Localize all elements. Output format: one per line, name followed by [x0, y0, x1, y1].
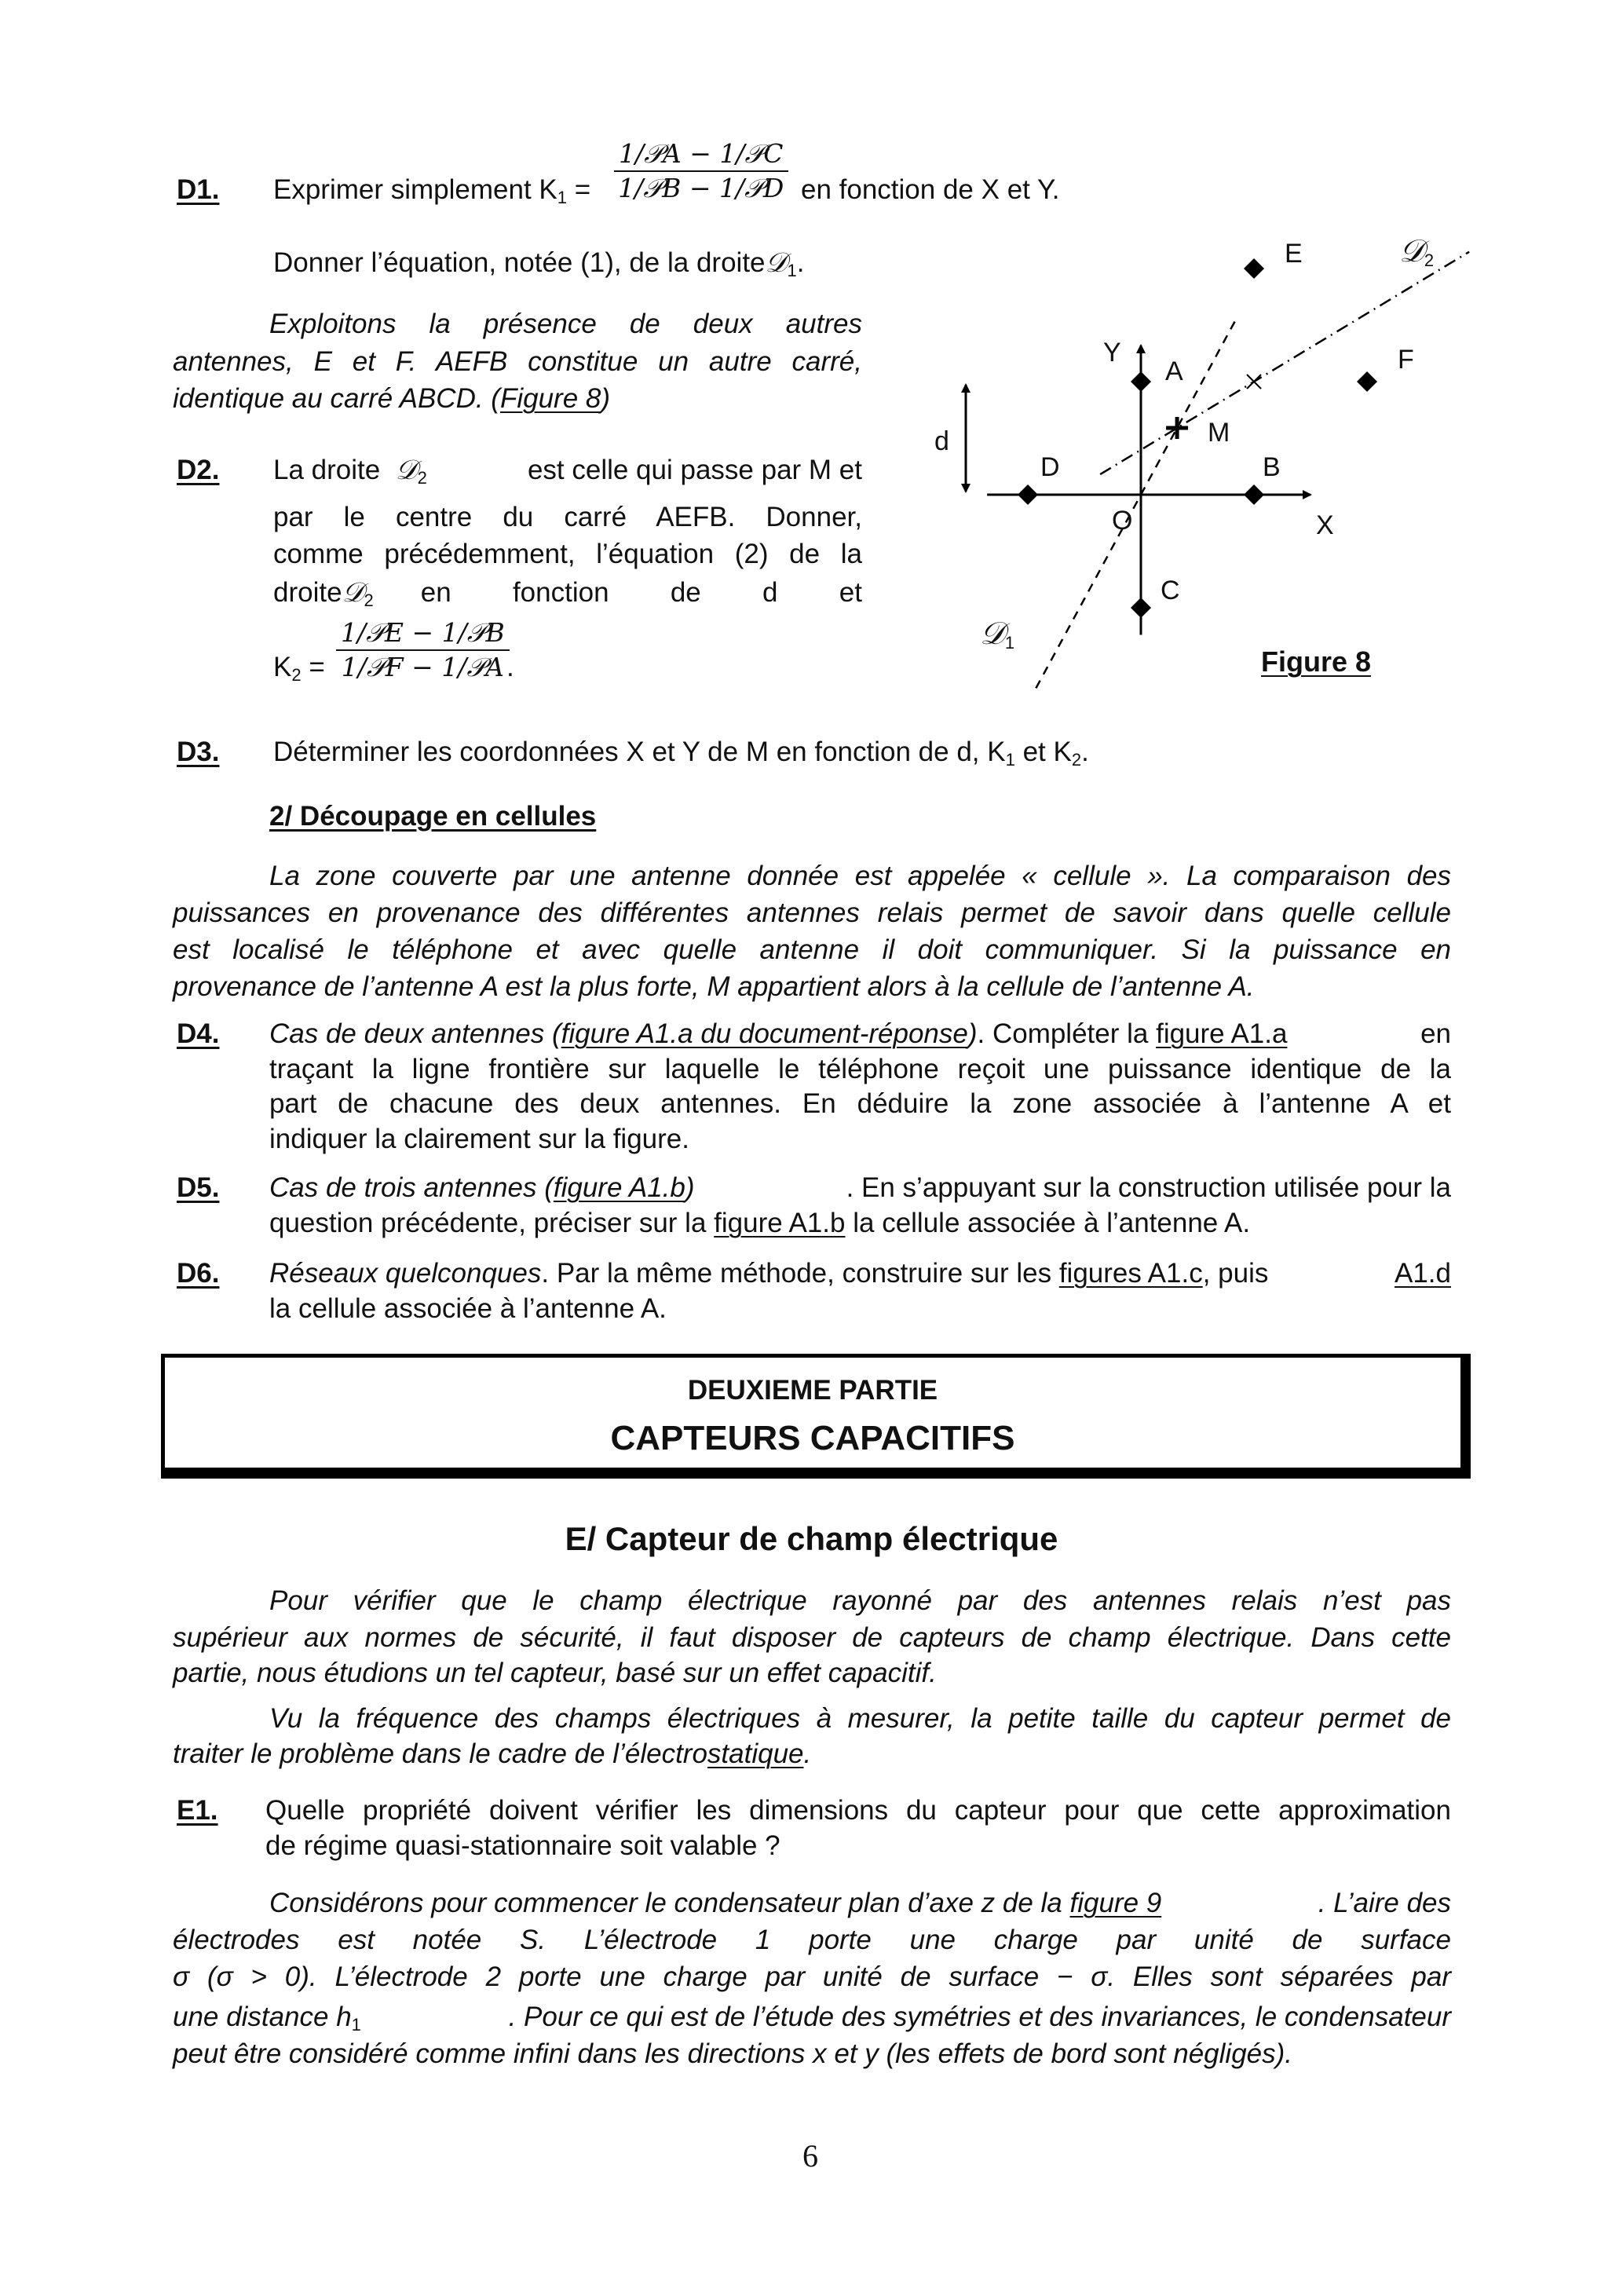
antenna-point-e — [1244, 258, 1264, 279]
part-subtitle: DEUXIEME PARTIE — [687, 1375, 938, 1406]
e-para3-line4-pre: une distance h — [173, 2002, 352, 2032]
k2-numerator: 1/𝒫E − 1/𝒫B — [336, 619, 510, 651]
d4-line4: indiquer la clairement sur la figure. — [269, 1124, 689, 1154]
d1-line2-end: . — [796, 247, 805, 278]
k1-numerator: 1/𝒫A − 1/𝒫C — [614, 140, 788, 172]
d2-word-en: en — [420, 577, 451, 608]
d2-word-fonction: fonction — [512, 577, 609, 608]
d2-line4-pre: droite — [273, 577, 342, 608]
d6-line2: la cellule associée à l’antenne A. — [269, 1293, 667, 1324]
point-m-marker — [1166, 417, 1188, 439]
fig-label-e: E — [1285, 239, 1303, 269]
d2-line1-post: est celle qui passe par M et — [527, 455, 862, 485]
e-para3-line1-post: . L’aire des — [1318, 1888, 1451, 1918]
d2-word-d: d — [762, 577, 778, 608]
d1-line2-text: Donner l’équation, notée (1), de la droite — [273, 247, 766, 278]
e-para2-underlined-word: statique — [707, 1738, 804, 1769]
fig-d1-subscript: 1 — [1004, 633, 1015, 653]
intro-line-2: antennes, E et F. AEFB constitue un autre carré, — [173, 346, 862, 377]
question-label-d5: D5. — [177, 1172, 220, 1203]
fig-d2-subscript: 2 — [1424, 250, 1435, 270]
k1-subscript: 1 — [557, 188, 568, 207]
k2-denominator: 1/𝒫F − 1/𝒫A — [341, 652, 504, 682]
antenna-point-c — [1131, 598, 1151, 618]
e-para2-line-1: Vu la fréquence des champs électriques à mesurer, la petite taille du capteur permet de — [269, 1703, 1451, 1734]
d1-text-pre: Exprimer simplement K — [273, 174, 557, 205]
cell-paragraph-line-1: La zone couverte par une antenne donnée est appelée « cellule ». La comparaison des — [269, 861, 1451, 891]
e-para3-line-3: σ (σ > 0). L’électrode 2 porte une charge par unité de surface − σ. Elles sont séparées par — [173, 1961, 1451, 1992]
section-e-title: E/ Capteur de champ électrique — [565, 1520, 1058, 1557]
d3-text-pre: Déterminer les coordonnées X et Y de M en fonction de d, K — [273, 737, 1006, 767]
cell-paragraph-line-4: provenance de l’antenne A est la plus forte, M appartient alors à la cellule de l’antenne A. — [173, 971, 1255, 1002]
fig-d2-symbol: 𝒟 — [1399, 233, 1424, 269]
question-label-d1: D1. — [177, 174, 220, 205]
k1-denominator: 1/𝒫B − 1/𝒫D — [618, 173, 784, 203]
figure-a1a-link[interactable]: figure A1.a — [1156, 1018, 1288, 1049]
d2-word-et: et — [839, 577, 862, 608]
fig-label-distance-d: d — [934, 426, 949, 456]
k2-subscript: 2 — [291, 665, 302, 685]
d4-line1-end: en — [1420, 1018, 1451, 1049]
d3-text-end: . — [1081, 737, 1089, 767]
d4-line1-text: . Compléter la — [977, 1018, 1157, 1049]
d2-line1-pre: La droite — [273, 455, 381, 485]
figure-a1b-link[interactable]: figure A1.b — [553, 1172, 685, 1203]
h1-subscript: 1 — [351, 2015, 361, 2035]
d1-text-post: en fonction de X et Y. — [801, 174, 1060, 205]
antenna-point-a — [1131, 371, 1151, 392]
question-label-d6: D6. — [177, 1258, 220, 1289]
d5-line2-pre: question précédente, préciser sur la — [269, 1208, 715, 1238]
k2-equals: = — [309, 652, 325, 682]
d4-line2: traçant la ligne frontière sur laquelle le téléphone reçoit une puissance identique de la — [269, 1054, 1451, 1084]
fig-label-y-axis: Y — [1103, 338, 1121, 367]
e-para2-line2-end: . — [803, 1738, 812, 1769]
d2-line-symbol-subscript: 2 — [417, 468, 427, 488]
fig-label-x-axis: X — [1316, 510, 1334, 540]
figure-a1c-link[interactable]: figures A1.c — [1058, 1258, 1203, 1289]
figure-a1a-doc-link[interactable]: figure A1.a du document-réponse — [561, 1018, 968, 1049]
d2-word-de: de — [670, 577, 701, 608]
e-para1-line-1: Pour vérifier que le champ électrique rayonné par des antennes relais n’est pas — [269, 1585, 1451, 1616]
d1-line-symbol-subscript: 1 — [787, 261, 797, 280]
e1-line1: Quelle propriété doivent vérifier les dimensions du capteur pour que cette approximation — [265, 1795, 1451, 1826]
k2-letter: K — [273, 652, 292, 682]
d3-k2-subscript: 2 — [1071, 750, 1082, 770]
cell-paragraph-line-2: puissances en provenance des différentes antennes relais permet de savoir dans quelle cellule — [173, 898, 1451, 928]
intro-line-3-text: identique au carré ABCD. ( — [173, 383, 500, 414]
fig-label-a: A — [1165, 356, 1183, 386]
fig-label-b: B — [1263, 452, 1281, 482]
figure-points — [1018, 258, 1377, 618]
part-title: CAPTEURS CAPACITIFS — [610, 1419, 1015, 1457]
fig-label-o: O — [1112, 506, 1133, 536]
d3-k1-subscript: 1 — [1005, 750, 1015, 770]
question-label-d4: D4. — [177, 1018, 220, 1049]
intro-line-1: Exploitons la présence de deux autres — [269, 309, 862, 339]
k2-end: . — [506, 652, 514, 682]
fig-d1-symbol: 𝒟 — [980, 616, 1005, 652]
e-para3-line-2: électrodes est notée S. L’électrode 1 porte une charge par unité de surface — [173, 1925, 1451, 1955]
fig-label-d: D — [1040, 452, 1060, 482]
e-para2-line2-pre: traiter le problème dans le cadre de l’électro — [173, 1738, 707, 1769]
d4-line3: part de chacune des deux antennes. En déduire la zone associée à l’antenne A et — [269, 1088, 1451, 1119]
square-center-marker — [1247, 375, 1261, 389]
d2-line-symbol: 𝒟 — [395, 455, 418, 486]
d2-line4-symbol: 𝒟 — [342, 577, 364, 609]
e-para1-line-3: partie, nous étudions un tel capteur, basé sur un effet capacitif. — [173, 1658, 937, 1688]
antenna-point-d — [1018, 484, 1038, 505]
figure-8-link[interactable]: Figure 8 — [499, 383, 601, 414]
e1-line2: de régime quasi-stationnaire soit valable ? — [265, 1830, 780, 1861]
figure-a1b-link-2[interactable]: figure A1.b — [714, 1208, 846, 1238]
figure-9-link[interactable]: figure 9 — [1069, 1888, 1162, 1918]
d6-line1-text: . Par la même méthode, construire sur les — [541, 1258, 1059, 1289]
e-para1-line-2: supérieur aux normes de sécurité, il faut disposer de capteurs de champ électrique. Dans cette — [173, 1622, 1451, 1653]
fig-label-c: C — [1161, 576, 1180, 605]
d5-line2-post: la cellule associée à l’antenne A. — [845, 1208, 1251, 1238]
d6-italic: Réseaux quelconques — [269, 1258, 542, 1289]
e-para3-line1-pre: Considérons pour commencer le condensateur plan d’axe z de la — [269, 1888, 1070, 1918]
fig-label-line-d2 — [1399, 233, 1435, 274]
subsection-title: 2/ Découpage en cellules — [269, 801, 597, 832]
antenna-point-f — [1357, 371, 1377, 392]
d2-line2: par le centre du carré AEFB. Donner, — [273, 502, 862, 532]
d2-line3: comme précédemment, l’équation (2) de la — [273, 539, 862, 569]
d5-italic-2: ) — [685, 1172, 695, 1203]
antenna-point-b — [1244, 484, 1264, 505]
d5-italic-1: Cas de trois antennes ( — [269, 1172, 554, 1203]
fig-label-line-d1 — [980, 616, 1015, 656]
d5-line1-text: . En s’appuyant sur la construction utilisée pour la — [846, 1172, 1451, 1203]
question-label-e1: E1. — [177, 1795, 218, 1826]
d2-line4-symbol-subscript: 2 — [364, 590, 374, 610]
d4-italic-2: ) — [967, 1018, 978, 1049]
d1-line-symbol: 𝒟 — [765, 247, 788, 279]
d4-italic-1: Cas de deux antennes ( — [269, 1018, 561, 1049]
line-d1 — [1036, 321, 1234, 688]
page-number: 6 — [802, 2138, 818, 2174]
figure-a1d-link[interactable]: A1.d — [1395, 1258, 1451, 1289]
intro-line-3-end: ) — [601, 383, 611, 414]
cell-paragraph-line-3: est localisé le téléphone et avec quelle antenne il doit communiquer. Si la puissance en — [173, 934, 1451, 965]
question-label-d3: D3. — [177, 737, 220, 767]
e-para3-line4-post: . Pour ce qui est de l’étude des symétries et des invariances, le condensateur — [508, 2002, 1451, 2032]
d3-text-mid: et K — [1014, 737, 1072, 767]
e-para3-line-5: peut être considéré comme infini dans les directions x et y (les effets de bord sont négligés). — [173, 2038, 1293, 2069]
d6-line1-mid: , puis — [1202, 1258, 1269, 1289]
fig-label-m: M — [1208, 418, 1230, 448]
figure-8-caption: Figure 8 — [1261, 645, 1372, 678]
question-label-d2: D2. — [177, 455, 220, 485]
k1-equals: = — [567, 174, 591, 205]
fig-label-f: F — [1398, 345, 1414, 375]
